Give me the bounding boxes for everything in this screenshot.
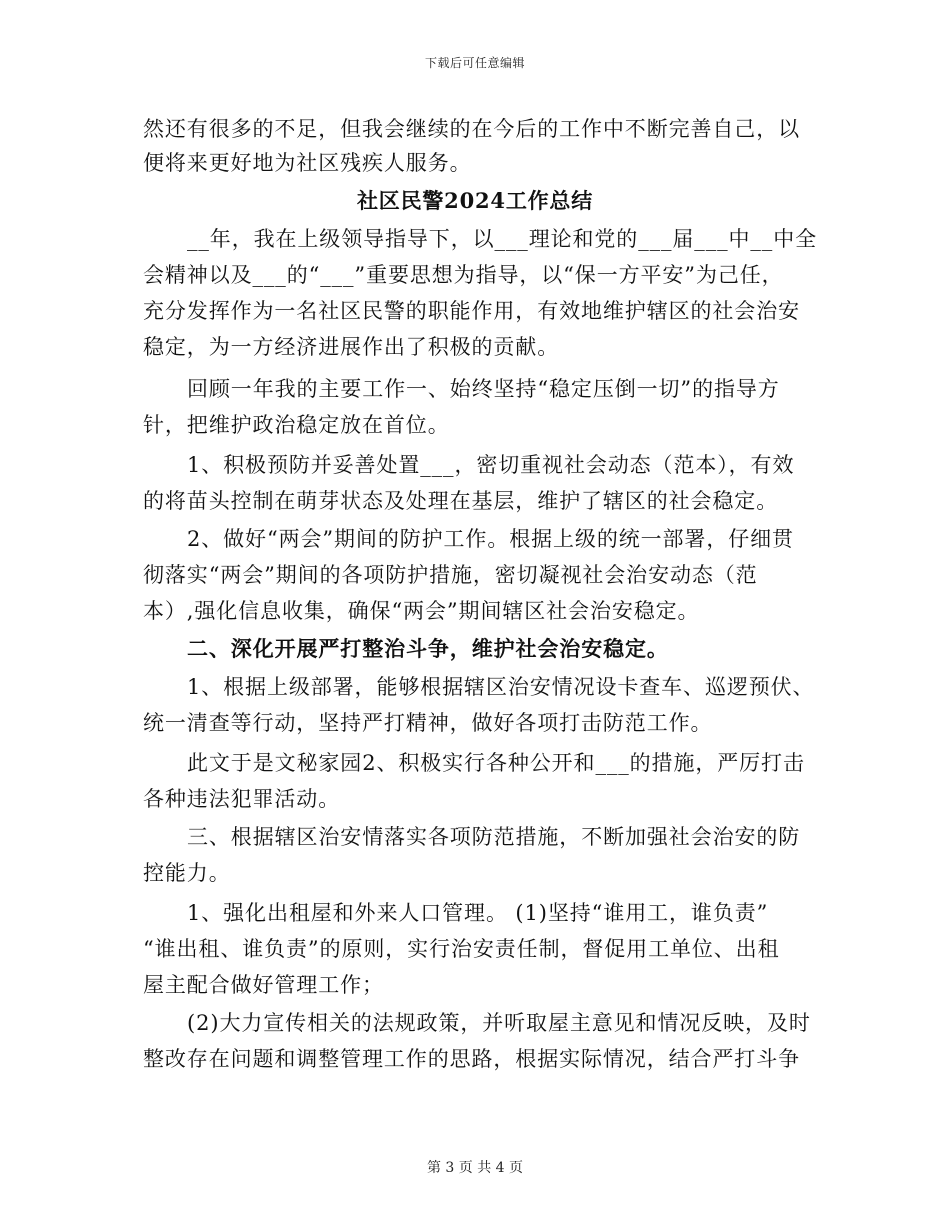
text-line: 便将来更好地为社区残疾人服务。	[143, 151, 472, 175]
text-line: __年，我在上级领导指导下，以___理论和党的___届___中__中全	[187, 227, 817, 251]
text-line: 各种违法犯罪活动。	[143, 787, 341, 811]
text-line: 1、积极预防并妥善处置___，密切重视社会动态（范本），有效	[187, 453, 795, 477]
text-line: 本）,强化信息收集，确保“两会”期间辖区社会治安稳定。	[143, 599, 700, 623]
text-line: 会精神以及___的“___”重要思想为指导，以“保一方平安”为己任，	[143, 263, 784, 287]
text-line: 三、根据辖区治安情落实各项防范措施，不断加强社会治安的防	[187, 825, 801, 849]
text-line: 彻落实“两会”期间的各项防护措施，密切凝视社会治安动态（范	[143, 563, 758, 587]
text-line: 统一清查等行动，坚持严打精神，做好各项打击防范工作。	[143, 711, 713, 735]
text-line: 2、做好“两会”期间的防护工作。根据上级的统一部署，仔细贯	[187, 527, 794, 551]
text-line: 然还有很多的不足，但我会继续的在今后的工作中不断完善自己，以	[143, 117, 800, 141]
text-line: 充分发挥作为一名社区民警的职能作用，有效地维护辖区的社会治安	[143, 299, 800, 323]
page-header: 下载后可任意编辑	[424, 56, 525, 70]
text-line: 的将苗头控制在萌芽状态及处理在基层，维护了辖区的社会稳定。	[143, 489, 779, 513]
section-heading: 二、深化开展严打整治斗争，维护社会治安稳定。	[187, 636, 669, 661]
text-line: 稳定，为一方经济进展作出了积极的贡献。	[143, 335, 560, 359]
text-line: 回顾一年我的主要工作一、始终坚持“稳定压倒一切”的指导方	[187, 377, 780, 401]
text-line: “谁出租、谁负责”的原则，实行治安责任制，督促用工单位、出租	[143, 937, 780, 961]
text-line: 屋主配合做好管理工作；	[143, 973, 384, 997]
text-line: 针，把维护政治稳定放在首位。	[143, 413, 450, 437]
text-line: (2)大力宣传相关的法规政策，并听取屋主意见和情况反映，及时	[187, 1011, 811, 1035]
section-title: 社区民警2024工作总结	[356, 188, 594, 213]
text-line: 此文于是文秘家园2、积极实行各种公开和___的措施，严厉打击	[187, 751, 805, 775]
page-footer: 第 3 页 共 4 页	[426, 1160, 524, 1176]
text-line: 控能力。	[143, 861, 231, 885]
text-line: 1、强化出租屋和外来人口管理。 (1)坚持“谁用工，谁负责”	[187, 901, 769, 925]
text-line: 整改存在问题和调整管理工作的思路，根据实际情况，结合严打斗争	[143, 1047, 800, 1071]
text-line: 1、根据上级部署，能够根据辖区治安情况设卡查车、巡逻预伏、	[187, 675, 815, 699]
